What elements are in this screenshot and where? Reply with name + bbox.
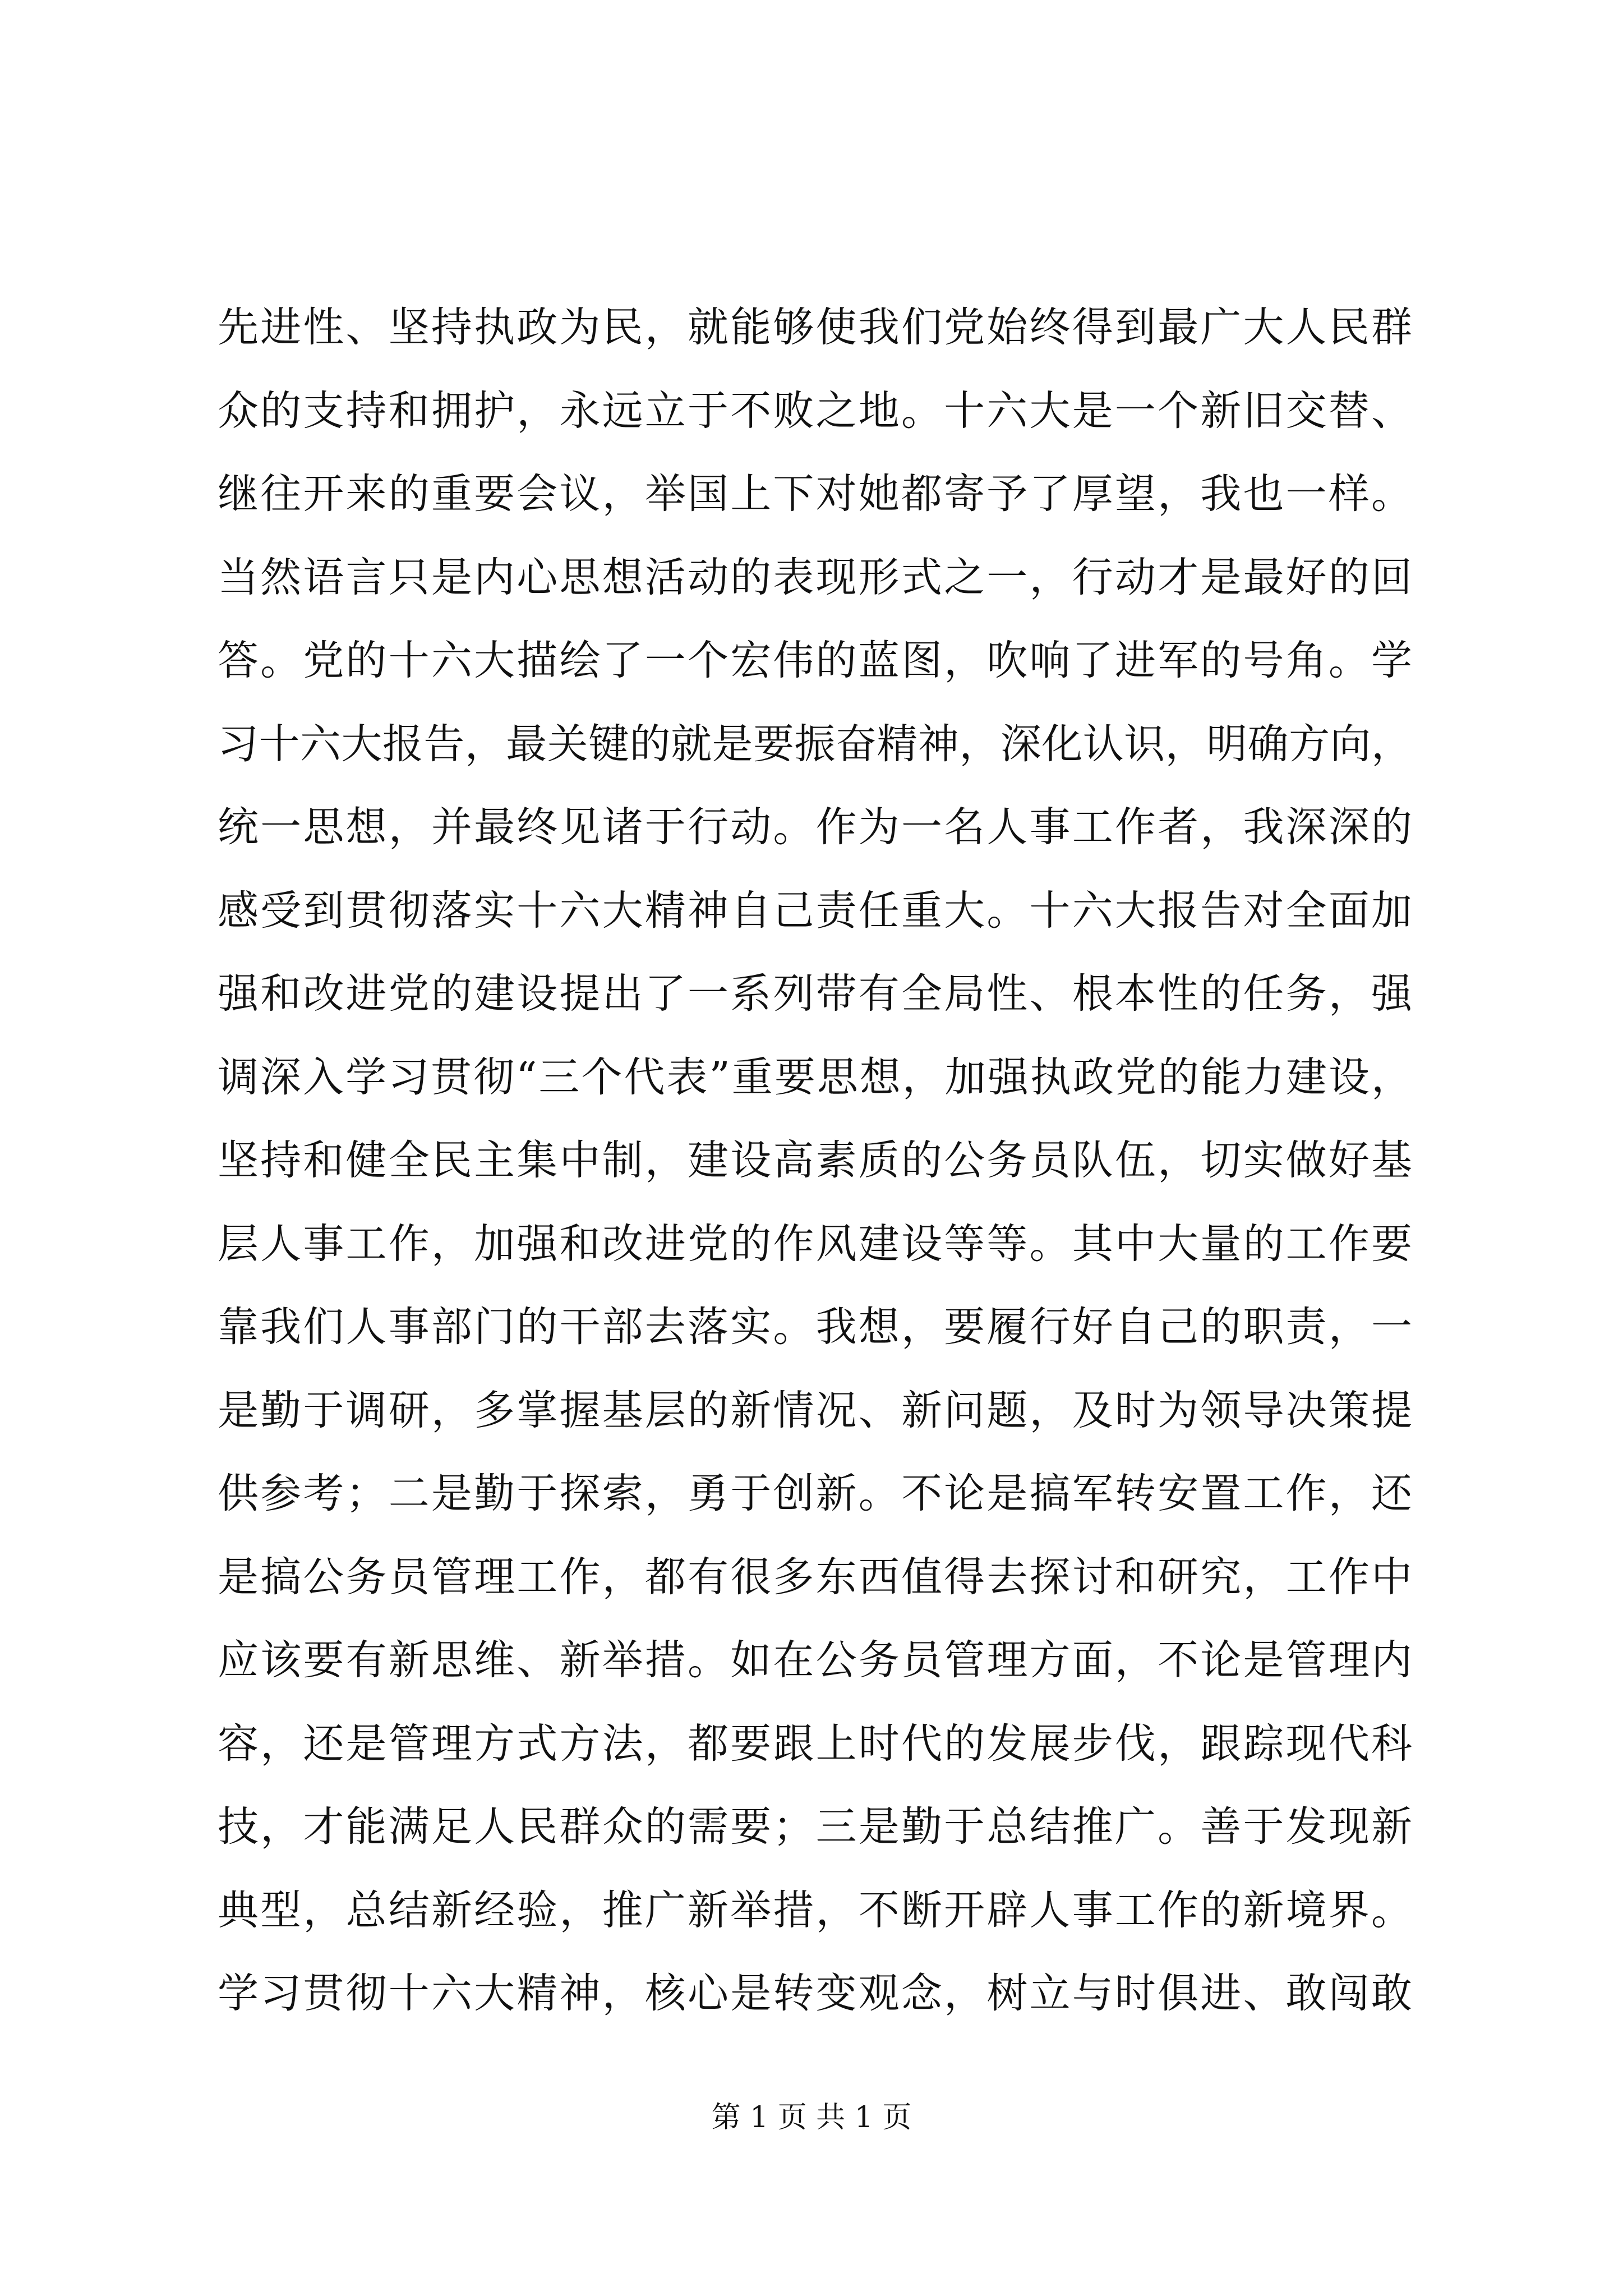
text-line: 众的支持和拥护，永远立于不败之地。十六大是一个新旧交替、	[218, 386, 1412, 435]
text-line: 供参考；二是勤于探索，勇于创新。不论是搞军转安置工作，还	[218, 1470, 1412, 1517]
text-line: 当然语言只是内心思想活动的表现形式之一，行动才是最好的回	[218, 553, 1412, 601]
text-line: 是搞公务员管理工作，都有很多东西值得去探讨和研究，工作中	[218, 1553, 1412, 1601]
text-line: 强和改进党的建设提出了一系列带有全局性、根本性的任务，强	[218, 970, 1412, 1018]
text-line: 统一思想，并最终见诸于行动。作为一名人事工作者，我深深的	[218, 803, 1412, 851]
text-line: 坚持和健全民主集中制，建设高素质的公务员队伍，切实做好基	[218, 1137, 1412, 1184]
text-line: 层人事工作，加强和改进党的作风建设等等。其中大量的工作要	[218, 1220, 1412, 1268]
text-line: 是勤于调研，多掌握基层的新情况、新问题，及时为领导决策提	[218, 1386, 1412, 1434]
text-line: 答。党的十六大描绘了一个宏伟的蓝图，吹响了进军的号角。学	[218, 637, 1412, 684]
text-line: 继往开来的重要会议，举国上下对她都寄予了厚望，我也一样。	[218, 470, 1412, 518]
text-line: 容，还是管理方式方法，都要跟上时代的发展步伐，跟踪现代科	[218, 1719, 1412, 1768]
text-line: 学习贯彻十六大精神，核心是转变观念，树立与时俱进、敢闯敢	[218, 1970, 1412, 2017]
text-line: 习十六大报告，最关键的就是要振奋精神，深化认识，明确方向，	[218, 720, 1412, 768]
text-line: 典型，总结新经验，推广新举措，不断开辟人事工作的新境界。	[218, 1886, 1412, 1934]
text-line: 技，才能满足人民群众的需要；三是勤于总结推广。善于发现新	[218, 1803, 1412, 1851]
text-line: 先进性、坚持执政为民，就能够使我们党始终得到最广大人民群	[218, 303, 1412, 351]
text-line: 调深入学习贯彻“三个代表”重要思想，加强执政党的能力建设，	[218, 1053, 1412, 1101]
page-footer	[0, 2098, 1623, 2137]
text-line: 感受到贯彻落实十六大精神自己责任重大。十六大报告对全面加	[218, 886, 1412, 935]
body-text	[218, 286, 1412, 2036]
text-line: 应该要有新思维、新举措。如在公务员管理方面，不论是管理内	[218, 1636, 1412, 1684]
text-line: 靠我们人事部门的干部去落实。我想，要履行好自己的职责，一	[218, 1303, 1412, 1351]
page-number-label: 第 1 页 共 1 页	[711, 2101, 912, 2134]
